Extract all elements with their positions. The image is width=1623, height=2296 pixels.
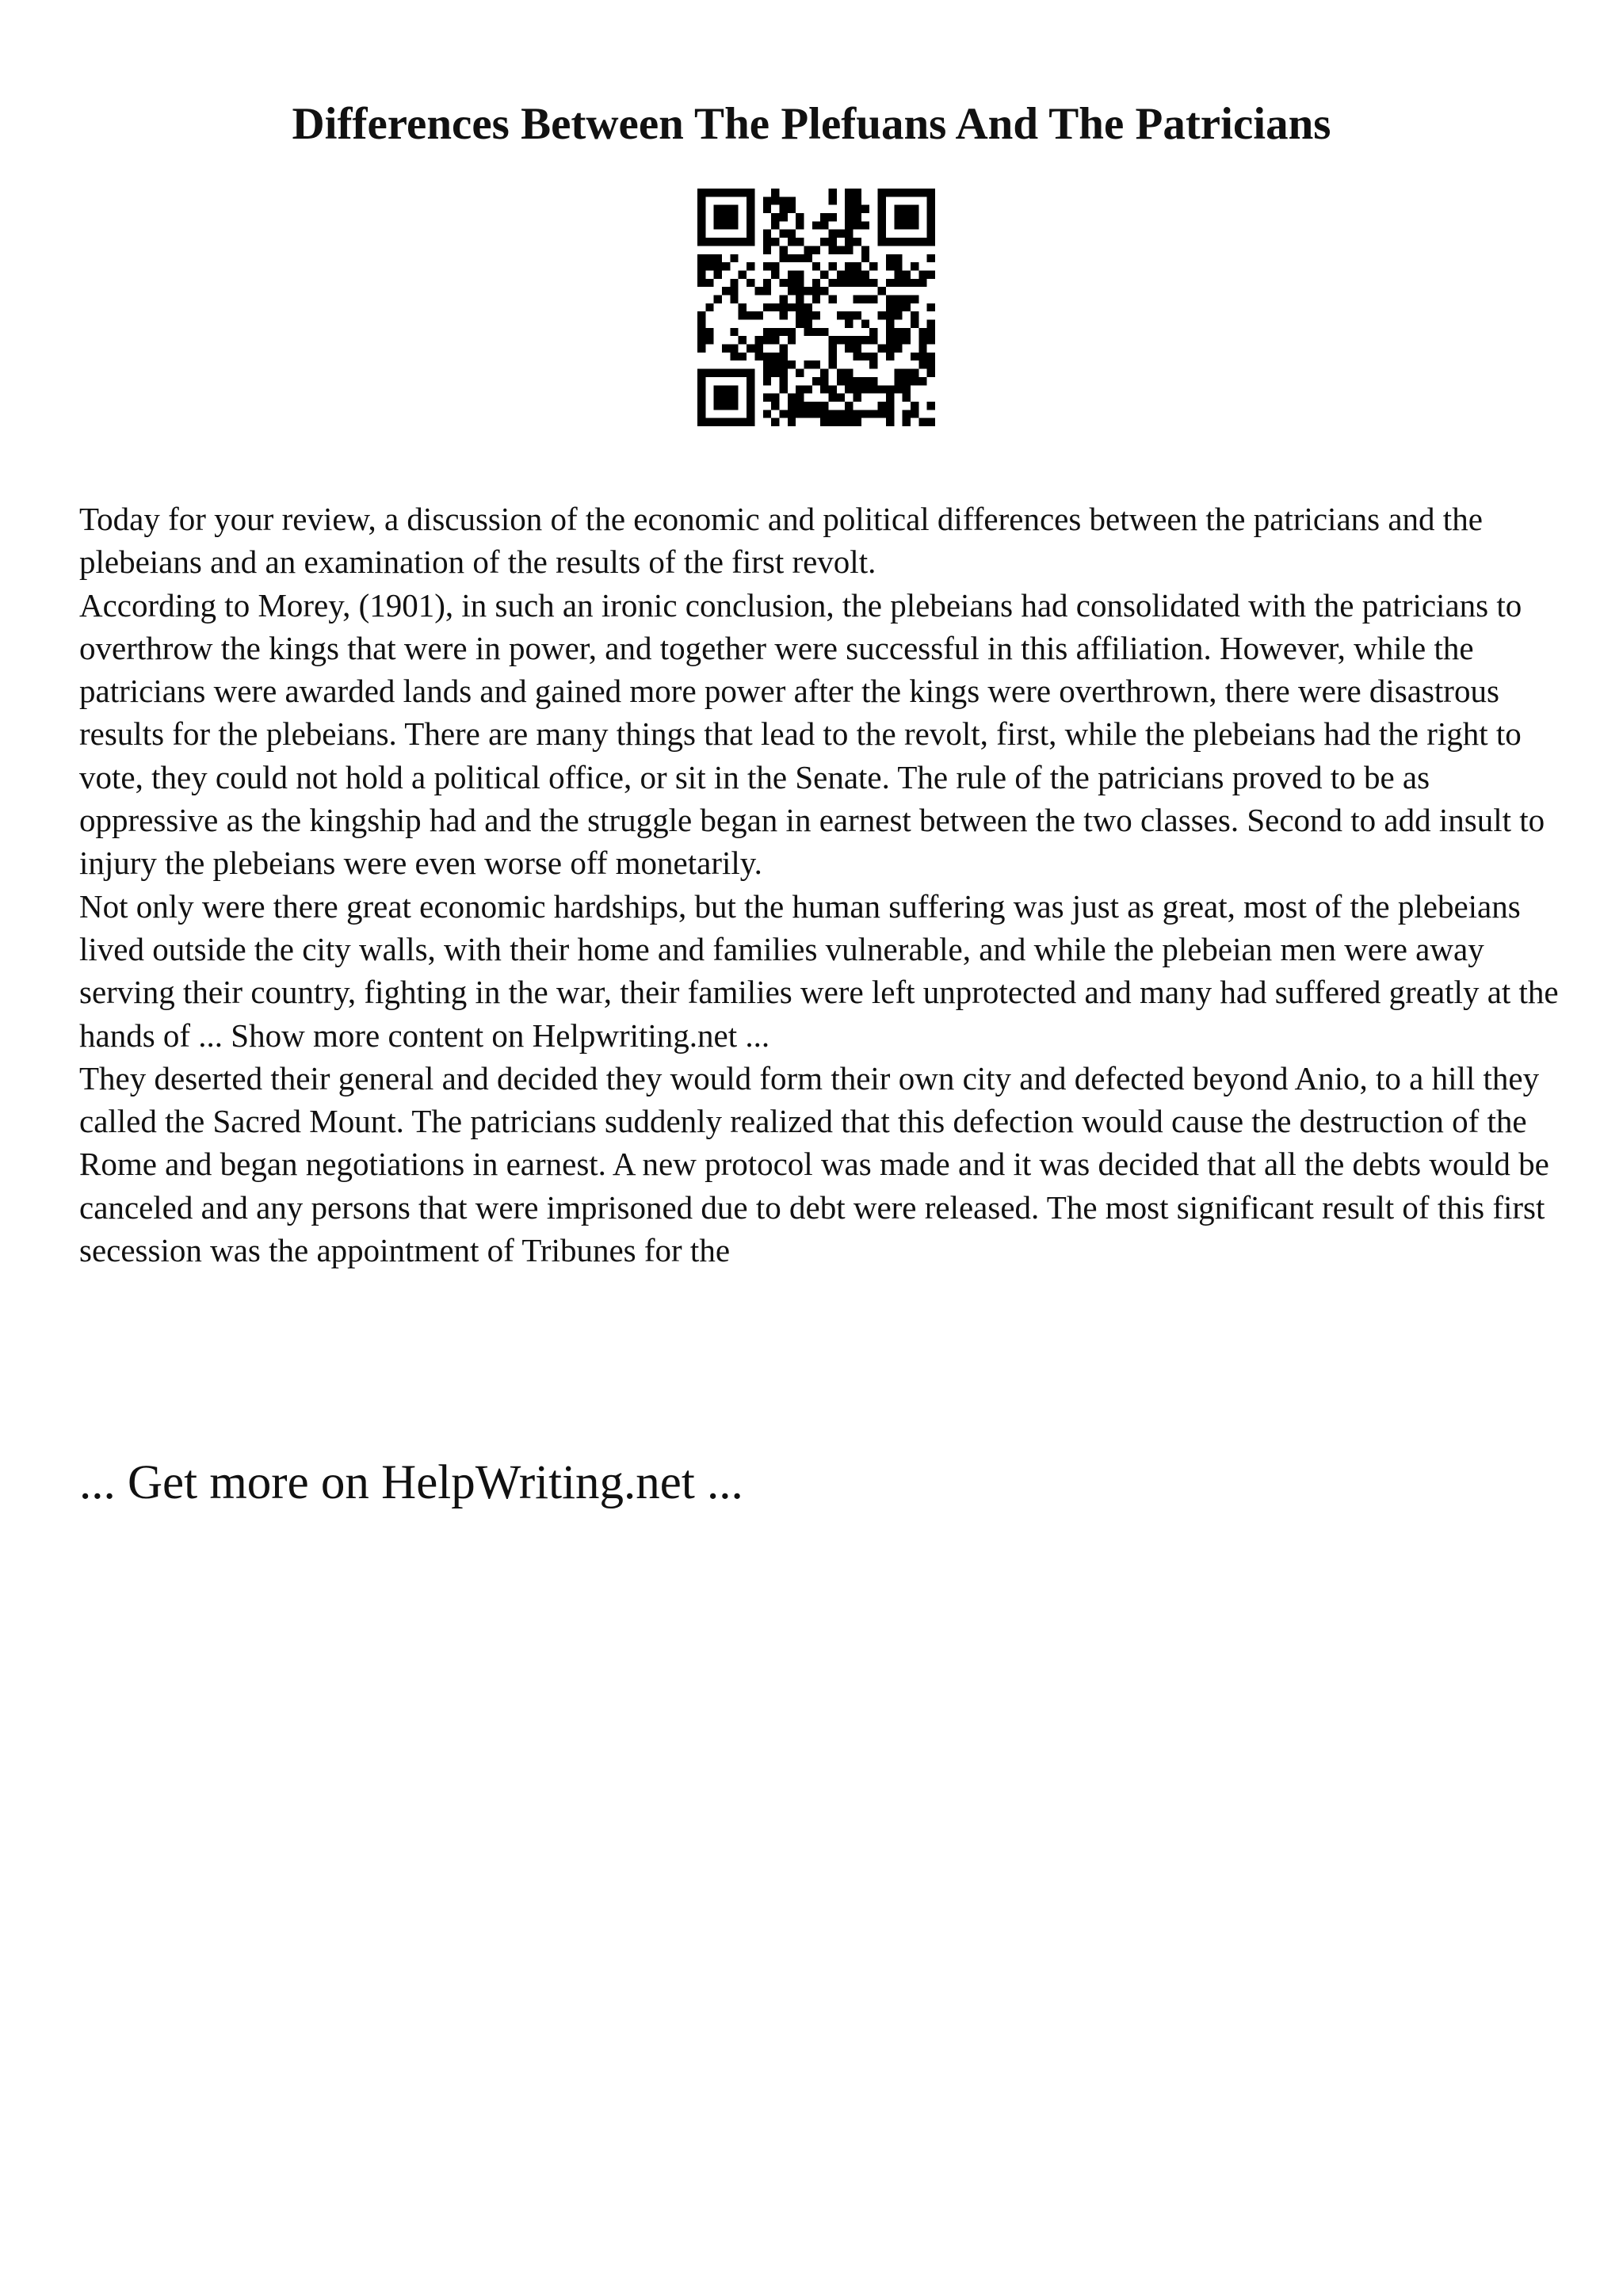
document-title: Differences Between The Plefuans And The Patricians (292, 99, 1331, 149)
qr-code-icon[interactable] (697, 189, 935, 426)
get-more-link[interactable]: ... Get more on HelpWriting.net ... (79, 1456, 743, 1509)
paragraph: Not only were there great economic hardships, but the human suffering was just as great, most of the plebeians lived outside the city walls, with their home and families vulnerable, and while the plebeian men were away serving their country, fighting in the war, their families were left unprotected and many had suffered greatly at the hands of ... Show more content on Helpwriting.net ... (79, 887, 1559, 1054)
paragraph: Today for your review, a discussion of the economic and political differences between the patricians and the plebeians and an examination of the results of the first revolt. (79, 501, 1483, 581)
paragraph: According to Morey, (1901), in such an ironic conclusion, the plebeians had consolidated with the patricians to overthrow the kings that were in power, and together were successful in this affiliation. However, while the patricians were awarded lands and gained more power after the kings were overthrown, there were disastrous results for the plebeians. There are many things that lead to the revolt, first, while the plebeians had the right to vote, they could not hold a political office, or sit in the Senate. The rule of the patricians proved to be as oppressive as the kingship had and the struggle began in earnest between the two classes. Second to add insult to injury the plebeians were even worse off monetarily. (79, 586, 1545, 882)
document-body (79, 498, 1569, 1272)
paragraph: They deserted their general and decided they would form their own city and defected beyond Anio, to a hill they called the Sacred Mount. The patricians suddenly realized that this defection would cause the destruction of the Rome and began negotiations in earnest. A new protocol was made and it was decided that all the debts would be canceled and any persons that were imprisoned due to debt were released. The most significant result of this first secession was the appointment of Tribunes for the (79, 1059, 1549, 1269)
